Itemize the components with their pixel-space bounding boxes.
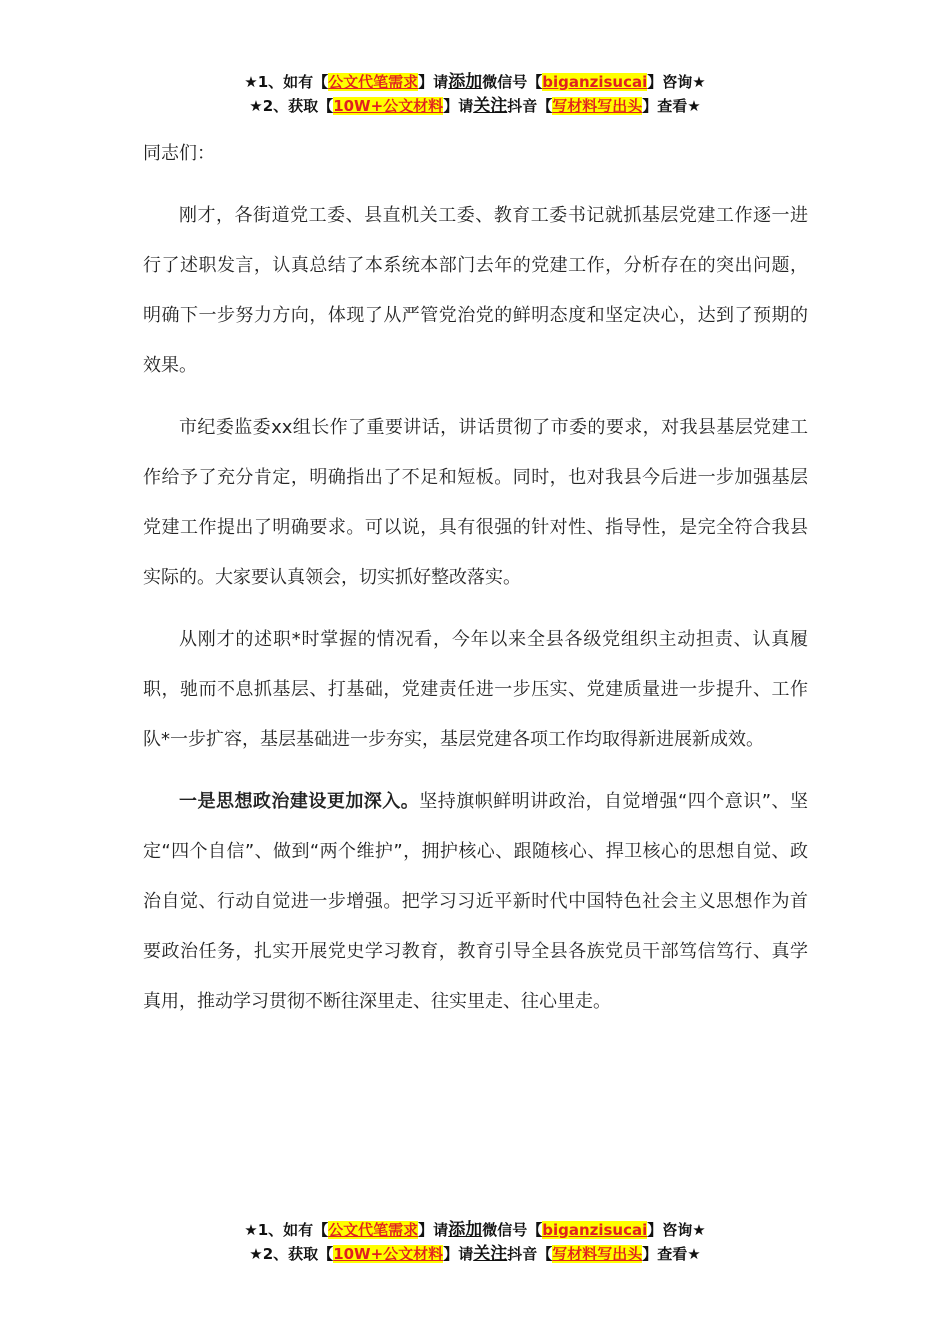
banner-text: 】请: [443, 97, 474, 115]
paragraph: [143, 777, 808, 1027]
emphasis-word: 关注: [473, 1244, 508, 1264]
banner-text: 抖音【: [507, 1245, 553, 1263]
banner-text: 】请: [418, 73, 449, 91]
banner-text: ★1、如有【: [244, 73, 329, 91]
banner-text: 抖音【: [507, 97, 553, 115]
banner-text: 】请: [418, 1221, 449, 1239]
highlight-materials: 10W+公文材料: [333, 1245, 444, 1263]
emphasis-word: 关注: [473, 96, 508, 116]
banner-text: 】咨询★: [647, 1221, 706, 1239]
banner-line-1: [0, 70, 950, 94]
top-banner: [0, 70, 950, 118]
highlight-wechat-id: biganzisucai: [542, 73, 648, 91]
paragraph: 从刚才的述职*时掌握的情况看，今年以来全县各级党组织主动担责、认真履职，驰而不息抓基层、打基础，党建责任进一步压实、党建质量进一步提升、工作队*一步扩容，基层基础进一步夯实，基层党建各项工作均取得新进展新成效。: [143, 629, 808, 750]
highlight-wechat-id: biganzisucai: [542, 1221, 648, 1239]
paragraph-text: 坚持旗帜鲜明讲政治，自觉增强“四个意识”、坚定“四个自信”、做到“两个维护”，拥护核心、跟随核心、捍卫核心的思想自觉、政治自觉、行动自觉进一步增强。把学习习近平新时代中国特色社会主义思想作为首要政治任务，扎实开展党史学习教育，教育引导全县各族党员干部笃信笃行、真学真用，推动学习贯彻不断往深里走、往实里走、往心里走。: [143, 791, 808, 1012]
paragraph: 市纪委监委xx组长作了重要讲话，讲话贯彻了市委的要求，对我县基层党建工作给予了充分肯定，明确指出了不足和短板。同时，也对我县今后进一步加强基层党建工作提出了明确要求。可以说，具有很强的针对性、指导性，是完全符合我县实际的。大家要认真领会，切实抓好整改落实。: [143, 417, 808, 588]
banner-text: ★1、如有【: [244, 1221, 329, 1239]
banner-text: ★2、获取【: [249, 97, 334, 115]
banner-text: 】查看★: [642, 97, 701, 115]
banner-text: 】请: [443, 1245, 474, 1263]
banner-text: 】咨询★: [647, 73, 706, 91]
highlight-materials: 10W+公文材料: [333, 97, 444, 115]
banner-line-1: [0, 1218, 950, 1242]
highlight-douyin-account: 写材料写出头: [552, 97, 643, 115]
banner-text: ★2、获取【: [249, 1245, 334, 1263]
emphasis-word: 添加: [448, 1220, 483, 1240]
document-body: [143, 129, 808, 1027]
banner-text: 微信号【: [482, 1221, 543, 1239]
highlight-service: 公文代笔需求: [328, 1221, 419, 1239]
banner-text: 】查看★: [642, 1245, 701, 1263]
banner-line-2: [0, 94, 950, 118]
banner-line-2: [0, 1242, 950, 1266]
paragraph: 刚才，各街道党工委、县直机关工委、教育工委书记就抓基层党建工作逐一进行了述职发言，认真总结了本系统本部门去年的党建工作，分析存在的突出问题，明确下一步努力方向，体现了从严管党治党的鲜明态度和坚定决心，达到了预期的效果。: [143, 205, 808, 376]
emphasis-word: 添加: [448, 72, 483, 92]
bottom-banner: [0, 1218, 950, 1266]
highlight-service: 公文代笔需求: [328, 73, 419, 91]
paragraph-lead-heading: 一是思想政治建设更加深入。: [179, 791, 420, 812]
banner-text: 微信号【: [482, 73, 543, 91]
salutation: 同志们：: [143, 143, 215, 164]
highlight-douyin-account: 写材料写出头: [552, 1245, 643, 1263]
